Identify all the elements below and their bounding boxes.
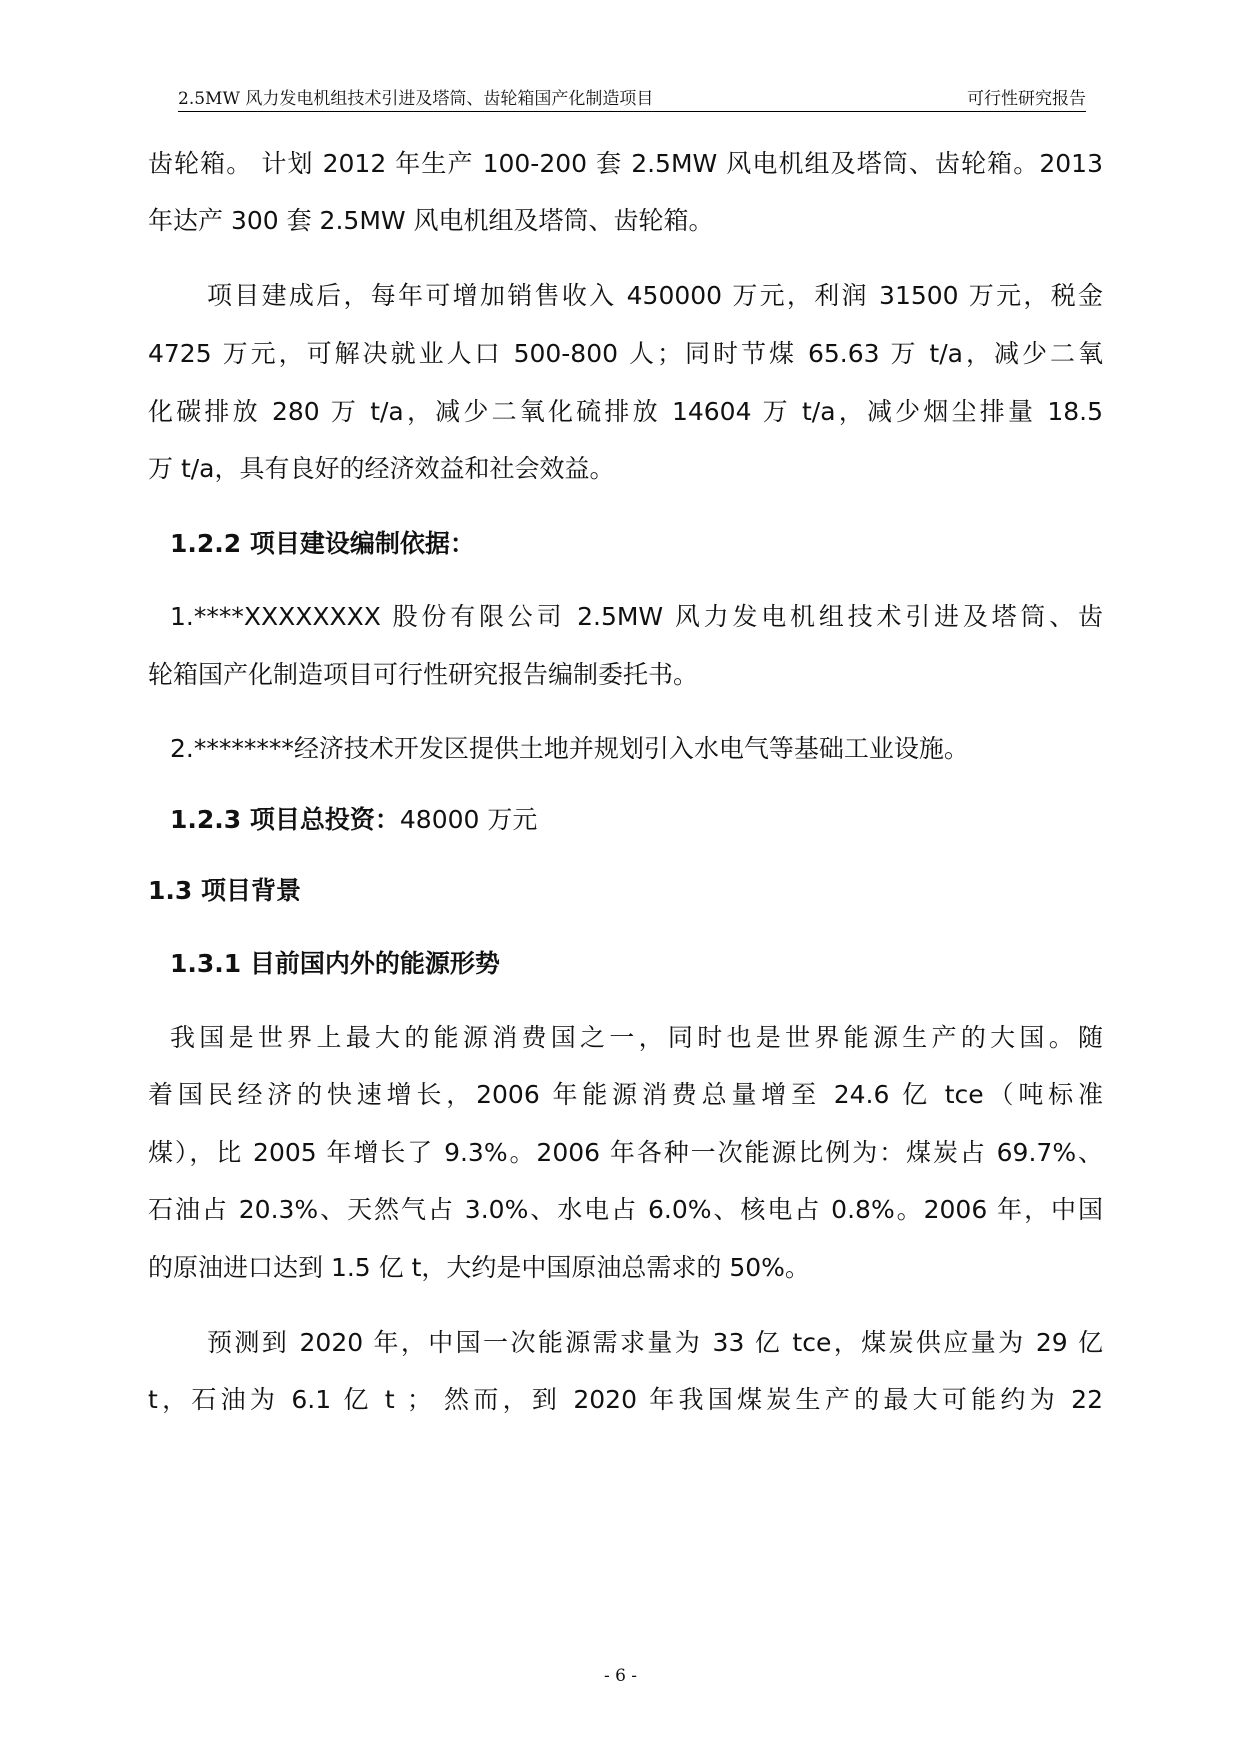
paragraph-line: 万 t/a，具有良好的经济效益和社会效益。 <box>148 454 615 483</box>
page-header <box>178 86 1086 112</box>
header-rule <box>178 111 1086 112</box>
paragraph-line: 齿轮箱。 计划 2012 年生产 100-200 套 2.5MW 风电机组及塔筒、齿轮箱。2013 <box>148 149 1103 178</box>
paragraph-line: 化碳排放 280 万 t/a，减少二氧化硫排放 14604 万 t/a，减少烟尘排量 18.5 <box>148 397 1103 426</box>
paragraph-line: 着国民经济的快速增长，2006 年能源消费总量增至 24.6 亿 tce（吨标准 <box>148 1080 1103 1109</box>
header-title: 2.5MW 风力发电机组技术引进及塔筒、齿轮箱国产化制造项目 <box>178 89 654 109</box>
paragraph-line: 年达产 300 套 2.5MW 风电机组及塔筒、齿轮箱。 <box>148 206 714 235</box>
paragraph-line: 4725 万元，可解决就业人口 500-800 人；同时节煤 65.63 万 t/a，减少二氧 <box>148 339 1103 368</box>
section-heading: 1.3.1 目前国内外的能源形势 <box>170 949 500 978</box>
paragraph-line: 预测到 2020 年，中国一次能源需求量为 33 亿 tce，煤炭供应量为 29 亿 <box>207 1328 1103 1357</box>
paragraph-line: 的原油进口达到 1.5 亿 t，大约是中国原油总需求的 50%。 <box>148 1253 810 1282</box>
paragraph-line: 煤），比 2005 年增长了 9.3%。2006 年各种一次能源比例为：煤炭占 69.7%、 <box>148 1138 1103 1167</box>
section-heading: 1.2.3 项目总投资： <box>170 805 400 834</box>
section-heading: 1.2.2 项目建设编制依据： <box>170 529 475 558</box>
investment-line <box>170 803 537 837</box>
investment-value: 48000 万元 <box>399 805 538 834</box>
section-heading: 1.3 项目背景 <box>148 876 301 905</box>
paragraph-line: 项目建成后，每年可增加销售收入 450000 万元，利润 31500 万元，税金 <box>207 281 1103 310</box>
paragraph-line: 石油占 20.3%、天然气占 3.0%、水电占 6.0%、核电占 0.8%。2006 年，中国 <box>148 1195 1103 1224</box>
page-number: - 6 - <box>603 1666 638 1686</box>
header-doc-type: 可行性研究报告 <box>967 89 1086 109</box>
paragraph-line: 2.********经济技术开发区提供土地并规划引入水电气等基础工业设施。 <box>170 734 969 763</box>
paragraph-line: 我国是世界上最大的能源消费国之一，同时也是世界能源生产的大国。随 <box>170 1023 1103 1052</box>
paragraph-line: 1.****XXXXXXXX 股份有限公司 2.5MW 风力发电机组技术引进及塔筒、齿 <box>170 602 1103 631</box>
paragraph-line: t，石油为 6.1 亿 t ； 然而，到 2020 年我国煤炭生产的最大可能约为 22 <box>148 1385 1103 1414</box>
paragraph-line: 轮箱国产化制造项目可行性研究报告编制委托书。 <box>148 660 699 689</box>
